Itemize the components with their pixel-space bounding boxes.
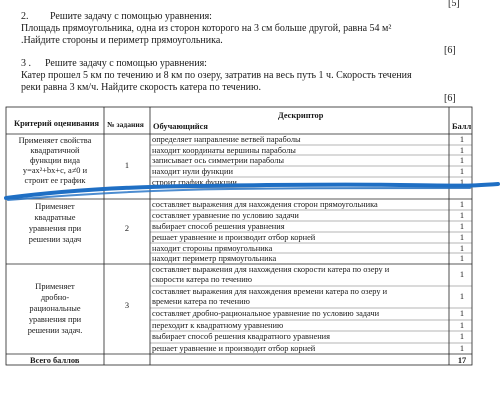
descriptor: решает уравнение и производит отбор корней xyxy=(152,344,316,353)
task3-number: 3 . xyxy=(21,58,31,69)
task3-line2: реки равна 3 км/ч. Найдите скорость катера по течению. xyxy=(21,82,261,93)
criteria-2-line: уравнения при xyxy=(28,224,82,233)
descriptor: строит график функции xyxy=(152,178,237,187)
point-value: 1 xyxy=(459,344,465,353)
task-number-2: 2 xyxy=(124,224,130,233)
descriptor: находит нули функции xyxy=(152,167,233,176)
descriptor: выбирает способ решения квадратного уравнения xyxy=(152,332,331,341)
task2-score: [6] xyxy=(444,45,456,56)
descriptor: составляет выражения для нахождения скорости катера по озеру и xyxy=(152,265,390,274)
task3-line1: Катер прошел 5 км по течению и 8 км по озеру, затратив на весь путь 1 ч. Скорость течения xyxy=(21,70,412,81)
task2-line2: .Найдите стороны и периметр прямоугольника. xyxy=(21,35,223,46)
corner-mark: [5] xyxy=(448,0,460,9)
criteria-2-line: Применяет xyxy=(35,202,75,211)
task-number-1: 1 xyxy=(124,161,130,170)
descriptor: переходит к квадратному уравнению xyxy=(152,321,284,330)
descriptor: определяет направление ветвей параболы xyxy=(152,135,301,144)
criteria-1-line: Применяет свойства xyxy=(18,136,92,145)
point-value: 1 xyxy=(459,309,465,318)
criteria-1-line: квадратичной xyxy=(30,146,80,155)
point-value: 1 xyxy=(459,200,465,209)
descriptor: скорости катера по течению xyxy=(152,275,252,284)
task-number-3: 3 xyxy=(124,301,130,310)
descriptor: составляет дробно-рациональное уравнение по условию задачи xyxy=(152,309,380,318)
point-value: 1 xyxy=(459,270,465,279)
point-value: 1 xyxy=(459,156,465,165)
point-value: 1 xyxy=(459,211,465,220)
criteria-3-line: Применяет xyxy=(35,282,75,291)
task2-line1: Площадь прямоугольника, одна из сторон которого на 3 см больше другой, равна 54 м² xyxy=(21,23,392,34)
descriptor: записывает ось симметрии параболы xyxy=(152,156,285,165)
task3-score: [6] xyxy=(444,93,456,104)
criteria-2-line: квадратные xyxy=(34,213,76,222)
criteria-3-line: рациональные xyxy=(29,304,81,313)
criteria-2-line: решении задач xyxy=(28,235,82,244)
descriptor: находит периметр прямоугольника xyxy=(152,254,277,263)
task2-number: 2. xyxy=(21,11,29,22)
col-task-header: № задания xyxy=(107,120,144,129)
point-value: 1 xyxy=(459,233,465,242)
col-points-header: Балл xyxy=(452,122,472,131)
descriptor: находит стороны прямоугольника xyxy=(152,244,273,253)
descriptor: составляет уравнение по условию задачи xyxy=(152,211,299,220)
descriptor: составляет выражения для нахождения времени катера по озеру и xyxy=(152,287,388,296)
task2-title: Решите задачу с помощью уравнения: xyxy=(50,11,212,22)
point-value: 1 xyxy=(459,135,465,144)
criteria-3-line: уравнения при xyxy=(28,315,82,324)
point-value: 1 xyxy=(459,146,465,155)
criteria-3-line: дробно- xyxy=(40,293,70,302)
criteria-1-line: функции вида xyxy=(30,156,80,165)
total-value: 17 xyxy=(457,356,467,365)
descriptor: решает уравнение и производит отбор корней xyxy=(152,233,316,242)
total-label: Всего баллов xyxy=(30,356,80,365)
point-value: 1 xyxy=(459,178,465,187)
task3-title: Решите задачу с помощью уравнения: xyxy=(45,58,207,69)
point-value: 1 xyxy=(459,321,465,330)
point-value: 1 xyxy=(459,244,465,253)
point-value: 1 xyxy=(459,332,465,341)
point-value: 1 xyxy=(459,222,465,231)
criteria-1-line: строит ее график xyxy=(24,176,86,185)
criteria-1-line: y=ax²+bx+c, a≠0 и xyxy=(22,166,88,175)
point-value: 1 xyxy=(459,254,465,263)
col-criteria-header: Критерий оценивания xyxy=(14,119,100,128)
descriptor: времени катера по течению xyxy=(152,297,250,306)
col-student-header: Обучающийся xyxy=(153,122,208,131)
descriptor: выбирает способ решения уравнения xyxy=(152,222,285,231)
criteria-3-line: решении задач. xyxy=(27,326,83,335)
descriptor: находит координаты вершины параболы xyxy=(152,146,296,155)
point-value: 1 xyxy=(459,167,465,176)
descriptor: составляет выражения для нахождения сторон прямоугольника xyxy=(152,200,378,209)
col-descriptor-header: Дескриптор xyxy=(278,111,324,120)
point-value: 1 xyxy=(459,292,465,301)
